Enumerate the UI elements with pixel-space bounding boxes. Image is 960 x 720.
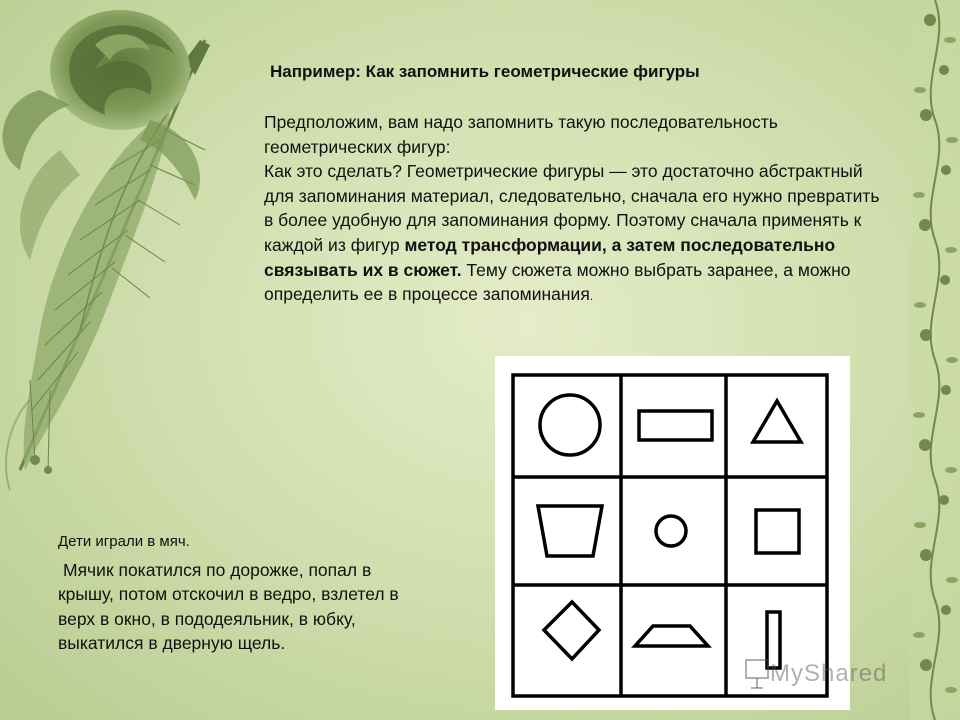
main-text xyxy=(264,110,884,309)
shape-trapezoid xyxy=(635,626,708,646)
shape-circle xyxy=(540,395,600,455)
shape-diamond xyxy=(544,602,599,659)
floral-border-decoration xyxy=(910,0,960,720)
intro-paragraph: Предположим, вам надо запомнить такую последовательность геометрических фигур: xyxy=(264,112,778,157)
shape-rectangle xyxy=(639,411,712,440)
story-heading: Дети играли в мяч. xyxy=(58,533,190,550)
story-text xyxy=(58,530,418,656)
shape-triangle xyxy=(753,401,801,442)
presentation-icon xyxy=(742,656,772,690)
shape-grid-panel xyxy=(495,356,850,710)
shape-square xyxy=(756,510,799,553)
watermark: MyShared xyxy=(770,660,888,687)
shape-small-circle xyxy=(656,516,686,546)
story-body: Мячик покатился по дорожке, попал в крышу, потом отскочил в ведро, взлетел в верх в окно, в пододеяльник, в юбку, выкатился в дверную щель. xyxy=(58,559,399,653)
shape-grid xyxy=(495,356,850,710)
slide-title: Например: Как запомнить геометрические фигуры xyxy=(270,62,700,81)
method-paragraph: Как это сделать? Геометрические фигуры — это достаточно абстрактный для запоминания материал, следовательно, сначала его нужно превратить в более удобную для запоминания форму. Поэтому сначала применять к каждой из фигур метод трансформации, а затем последовательно связывать их в сюжет. Тему сюжета можно выбрать заранее, а можно определить ее в процессе запоминания. xyxy=(264,161,880,305)
method-emphasis: метод трансформации, а затем последовательно связывать их в сюжет. xyxy=(264,234,836,280)
shape-bucket xyxy=(538,506,602,556)
